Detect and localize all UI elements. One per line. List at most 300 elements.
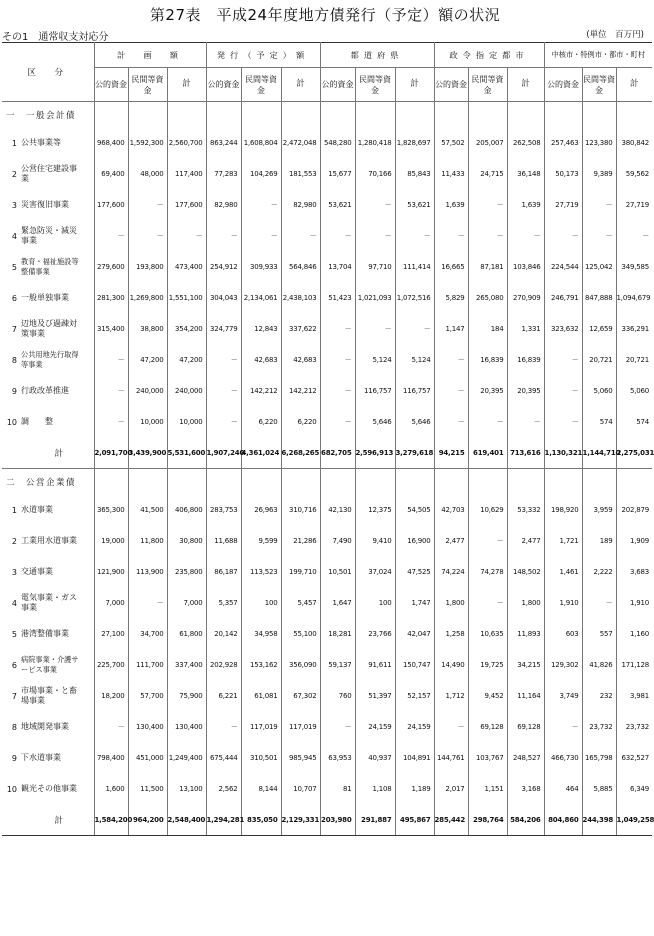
row-label: 水道事業 [21,505,53,514]
value-cell: 27,719 [544,190,582,221]
table-row [2,681,652,712]
row-number: 4 [11,598,17,608]
value-cell: 23,766 [355,619,395,650]
value-cell: 36,148 [507,159,544,190]
row-label: 公共用地先行取得等事業 [21,350,79,369]
empty-cell [320,102,355,128]
value-cell: 53,332 [507,495,544,526]
row-label: 地域開発事業 [21,722,69,731]
value-cell: 10,707 [281,774,320,805]
value-cell: 142,212 [241,376,281,407]
table-row [2,376,652,407]
value-cell: － [320,221,355,252]
total-value-cell: 964,200 [128,805,167,836]
value-cell: 1,331 [507,314,544,345]
table-row [2,283,652,314]
value-cell: 59,137 [320,650,355,681]
header-group-3: 政令指定都市 [434,43,544,68]
value-cell: 1,747 [395,588,434,619]
value-cell: 798,400 [94,743,128,774]
value-cell: 11,893 [507,619,544,650]
value-cell: 466,730 [544,743,582,774]
value-cell: 1,021,093 [355,283,395,314]
value-cell: 42,703 [434,495,468,526]
value-cell: 11,500 [128,774,167,805]
value-cell: 354,200 [167,314,206,345]
value-cell: 1,721 [544,526,582,557]
row-label: 観光その他事業 [21,784,77,793]
value-cell: 19,000 [94,526,128,557]
header-sub-4-0: 公的資金 [544,68,582,102]
row-label-cell [2,252,94,283]
value-cell: 5,357 [206,588,241,619]
row-label-cell [2,128,94,159]
header-row-groups [2,43,652,68]
value-cell: 5,829 [434,283,468,314]
value-cell: 1,800 [507,588,544,619]
value-cell: － [468,588,507,619]
value-cell: 16,839 [507,345,544,376]
section-row [2,469,652,495]
value-cell: 15,677 [320,159,355,190]
empty-cell [206,102,241,128]
value-cell: 26,963 [241,495,281,526]
table-row [2,495,652,526]
value-cell: 760 [320,681,355,712]
value-cell: 968,400 [94,128,128,159]
value-cell: － [468,190,507,221]
value-cell: － [128,190,167,221]
value-cell: 1,910 [630,599,650,607]
header-group-1: 発行（予定）額 [206,43,320,68]
value-cell: 406,800 [167,495,206,526]
value-cell: 34,958 [241,619,281,650]
value-cell: 365,300 [94,495,128,526]
table-row [2,619,652,650]
value-cell: 20,395 [507,376,544,407]
row-label-cell [2,588,94,619]
value-cell: 10,000 [128,407,167,438]
empty-cell [167,469,206,495]
value-cell: 117,400 [167,159,206,190]
header-sub-3-1: 民間等資金 [468,68,507,102]
table-row [2,712,652,743]
value-cell: 69,128 [468,712,507,743]
value-cell: 11,164 [507,681,544,712]
value-cell: － [206,407,241,438]
value-cell: 603 [544,619,582,650]
total-value-cell: 298,764 [468,805,507,836]
value-cell: 9,599 [241,526,281,557]
table-row [2,221,652,252]
row-label-cell [2,743,94,774]
row-number: 7 [11,324,17,334]
value-cell: － [94,407,128,438]
value-cell: 310,716 [281,495,320,526]
value-cell: 225,700 [94,650,128,681]
value-cell: － [320,407,355,438]
value-cell: 5,060 [630,387,650,395]
table-row [2,557,652,588]
value-cell: 74,224 [434,557,468,588]
value-cell: 20,721 [582,345,616,376]
value-cell: 240,000 [128,376,167,407]
value-cell: 574 [582,407,616,438]
empty-cell [468,102,507,128]
value-cell: － [434,221,468,252]
value-cell: 121,900 [94,557,128,588]
row-label: 辺地及び過疎対策事業 [21,319,77,338]
value-cell: 113,523 [241,557,281,588]
value-cell: 2,472,048 [281,128,320,159]
table-row [2,252,652,283]
empty-cell [616,102,652,128]
value-cell: 5,885 [582,774,616,805]
value-cell: 153,162 [241,650,281,681]
value-cell: 47,525 [395,557,434,588]
value-cell: － [206,221,241,252]
row-label: 病院事業・介護サービス事業 [21,655,79,674]
value-cell: 63,953 [320,743,355,774]
value-cell: 281,300 [94,283,128,314]
header-sub-1-0: 公的資金 [206,68,241,102]
value-cell: － [507,407,544,438]
page-title: 第27表 平成24年度地方債発行（予定）額の状況 [149,6,501,24]
value-cell: 91,611 [355,650,395,681]
value-cell: 150,747 [395,650,434,681]
value-cell: 1,592,300 [128,128,167,159]
value-cell: 117,019 [241,712,281,743]
value-cell: 86,187 [206,557,241,588]
empty-cell [94,102,128,128]
value-cell: － [94,345,128,376]
value-cell: 70,166 [355,159,395,190]
total-value-cell: 1,049,258 [616,805,652,836]
value-cell: 198,920 [544,495,582,526]
value-cell: 548,280 [320,128,355,159]
header-sub-2-1: 民間等資金 [355,68,395,102]
value-cell: 10,635 [468,619,507,650]
value-cell: 240,000 [167,376,206,407]
empty-cell [395,102,434,128]
empty-cell [128,469,167,495]
value-cell: 323,632 [544,314,582,345]
value-cell: － [320,345,355,376]
value-cell: 304,043 [206,283,241,314]
value-cell: 67,302 [281,681,320,712]
value-cell: 20,395 [468,376,507,407]
value-cell: 19,725 [468,650,507,681]
value-cell: 6,221 [206,681,241,712]
value-cell: 1,600 [94,774,128,805]
empty-cell [434,469,468,495]
value-cell: － [241,221,281,252]
row-label: 教育・福祉施設等整備事業 [21,257,79,276]
value-cell: － [395,314,434,345]
value-cell: － [320,376,355,407]
value-cell: 100 [241,588,281,619]
value-cell: － [582,190,616,221]
value-cell: 283,753 [206,495,241,526]
value-cell: 3,981 [630,692,650,700]
value-cell: 50,173 [544,159,582,190]
value-cell: 6,349 [630,785,650,793]
total-value-cell: 1,144,710 [582,438,616,469]
value-cell: 2,562 [206,774,241,805]
value-cell: 3,749 [544,681,582,712]
value-cell: 1,639 [507,190,544,221]
total-value-cell: 835,050 [241,805,281,836]
row-label-cell [2,619,94,650]
value-cell: － [206,345,241,376]
value-cell: 202,928 [206,650,241,681]
value-cell: 1,461 [544,557,582,588]
value-cell: 57,700 [128,681,167,712]
value-cell: － [582,221,616,252]
value-cell: 184 [468,314,507,345]
row-number: 6 [11,293,17,303]
value-cell: 232 [582,681,616,712]
total-row [2,805,652,836]
empty-cell [94,469,128,495]
value-cell: － [94,712,128,743]
empty-cell [320,469,355,495]
row-label: 調 整 [21,417,53,426]
value-cell: － [544,221,582,252]
value-cell: － [320,712,355,743]
total-value-cell: 291,887 [355,805,395,836]
value-cell: 41,826 [582,650,616,681]
value-cell: 52,157 [395,681,434,712]
empty-cell [281,469,320,495]
row-label-cell [2,221,94,252]
value-cell: 55,100 [281,619,320,650]
row-number: 2 [11,536,17,546]
value-cell: 1,108 [355,774,395,805]
value-cell: 202,879 [621,506,650,514]
value-cell: 69,128 [507,712,544,743]
table-row [2,650,652,681]
value-cell: 3,683 [630,568,650,576]
value-cell: 863,244 [206,128,241,159]
value-cell: 117,019 [281,712,320,743]
value-cell: 42,683 [241,345,281,376]
value-cell: 5,124 [395,345,434,376]
value-cell: 75,900 [167,681,206,712]
value-cell: 171,128 [621,661,650,669]
value-cell: 57,502 [434,128,468,159]
value-cell: 2,560,700 [167,128,206,159]
value-cell: 125,042 [582,252,616,283]
value-cell: 193,800 [128,252,167,283]
value-cell: 1,909 [630,537,650,545]
value-cell: 2,017 [434,774,468,805]
header-sub-0-1: 民間等資金 [128,68,167,102]
header-sub-4-2: 計 [616,68,652,102]
value-cell: 27,100 [94,619,128,650]
value-cell: 116,757 [395,376,434,407]
value-cell: 473,400 [167,252,206,283]
value-cell: 165,798 [582,743,616,774]
row-label-cell [2,345,94,376]
value-cell: 34,215 [507,650,544,681]
value-cell: 74,278 [468,557,507,588]
empty-cell [507,469,544,495]
row-label: 市場事業・と畜場事業 [21,686,77,705]
value-cell: 336,291 [621,325,650,333]
table-row [2,774,652,805]
row-label-cell [2,314,94,345]
value-cell: 235,800 [167,557,206,588]
value-cell: 265,080 [468,283,507,314]
unit-label: (単位 百万円) [586,30,644,40]
value-cell: 47,200 [128,345,167,376]
row-label: 工業用水道事業 [21,536,77,545]
value-cell: 51,397 [355,681,395,712]
value-cell: 24,159 [355,712,395,743]
value-cell: 104,891 [395,743,434,774]
value-cell: 5,060 [582,376,616,407]
header-sub-1-2: 計 [281,68,320,102]
value-cell: 113,900 [128,557,167,588]
row-number: 8 [11,722,17,732]
bond-issuance-table [2,42,652,836]
row-number: 6 [11,660,17,670]
value-cell: 47,200 [167,345,206,376]
value-cell: 349,585 [621,263,650,271]
value-cell: － [544,712,582,743]
value-cell: － [544,345,582,376]
value-cell: － [468,526,507,557]
value-cell: 13,100 [167,774,206,805]
value-cell: 18,200 [94,681,128,712]
value-cell: 3,959 [582,495,616,526]
value-cell: 16,900 [395,526,434,557]
value-cell: 100 [355,588,395,619]
value-cell: 380,842 [621,139,650,147]
table-row [2,407,652,438]
value-cell: － [241,190,281,221]
value-cell: 40,937 [355,743,395,774]
value-cell: 1,828,697 [395,128,434,159]
value-cell: 12,843 [241,314,281,345]
value-cell: 1,712 [434,681,468,712]
value-cell: 337,622 [281,314,320,345]
value-cell: 111,700 [128,650,167,681]
value-cell: 205,007 [468,128,507,159]
value-cell: 7,490 [320,526,355,557]
total-value-cell: 285,442 [434,805,468,836]
total-value-cell: 2,596,913 [355,438,395,469]
total-label: 計 [2,438,94,469]
value-cell: 270,909 [507,283,544,314]
value-cell: － [355,190,395,221]
value-cell: 279,600 [94,252,128,283]
value-cell: 1,551,100 [167,283,206,314]
empty-cell [355,102,395,128]
value-cell: 13,704 [320,252,355,283]
value-cell: 224,544 [544,252,582,283]
value-cell: 2,134,061 [241,283,281,314]
header-row-sub [2,68,652,102]
value-cell: － [544,407,582,438]
total-row [2,438,652,469]
value-cell: 18,281 [320,619,355,650]
value-cell: － [434,407,468,438]
value-cell: 2,438,103 [281,283,320,314]
value-cell: 53,621 [320,190,355,221]
value-cell: 16,665 [434,252,468,283]
row-label: 緊急防災・減災事業 [21,226,77,245]
value-cell: － [582,588,616,619]
empty-cell [241,469,281,495]
empty-cell [395,469,434,495]
value-cell: 34,700 [128,619,167,650]
value-cell: － [355,221,395,252]
value-cell: 1,189 [395,774,434,805]
header-sub-0-2: 計 [167,68,206,102]
table-row [2,159,652,190]
row-label: 行政改革推進 [21,386,69,395]
empty-cell [544,102,582,128]
value-cell: 257,463 [544,128,582,159]
row-label-cell [2,774,94,805]
value-cell: 144,761 [434,743,468,774]
row-number: 5 [11,629,17,639]
table-row [2,128,652,159]
header-group-4: 中核市・特例市・都市・町村 [544,43,652,68]
value-cell: 1,608,804 [241,128,281,159]
value-cell: 2,477 [434,526,468,557]
empty-cell [582,102,616,128]
value-cell: 148,502 [507,557,544,588]
value-cell: － [434,712,468,743]
header-sub-2-2: 計 [395,68,434,102]
total-value-cell: 6,268,265 [281,438,320,469]
value-cell: － [94,376,128,407]
value-cell: 1,258 [434,619,468,650]
value-cell: － [434,345,468,376]
value-cell: 2,222 [582,557,616,588]
value-cell: 177,600 [167,190,206,221]
value-cell: 9,452 [468,681,507,712]
value-cell: 5,646 [395,407,434,438]
value-cell: 675,444 [206,743,241,774]
row-label-cell [2,650,94,681]
value-cell: 254,912 [206,252,241,283]
value-cell: 85,843 [395,159,434,190]
value-cell: 1,160 [630,630,650,638]
value-cell: － [320,314,355,345]
value-cell: 81 [320,774,355,805]
value-cell: 87,181 [468,252,507,283]
header-sub-0-0: 公的資金 [94,68,128,102]
value-cell: 451,000 [128,743,167,774]
value-cell: 309,933 [241,252,281,283]
total-value-cell: 2,091,700 [94,438,128,469]
row-label-cell [2,495,94,526]
total-value-cell: 244,398 [582,805,616,836]
value-cell: 130,400 [128,712,167,743]
value-cell: 103,767 [468,743,507,774]
empty-cell [582,469,616,495]
empty-cell [206,469,241,495]
value-cell: 11,800 [128,526,167,557]
empty-cell [241,102,281,128]
value-cell: － [642,232,650,240]
header-group-2: 都道府県 [320,43,434,68]
empty-cell [128,102,167,128]
